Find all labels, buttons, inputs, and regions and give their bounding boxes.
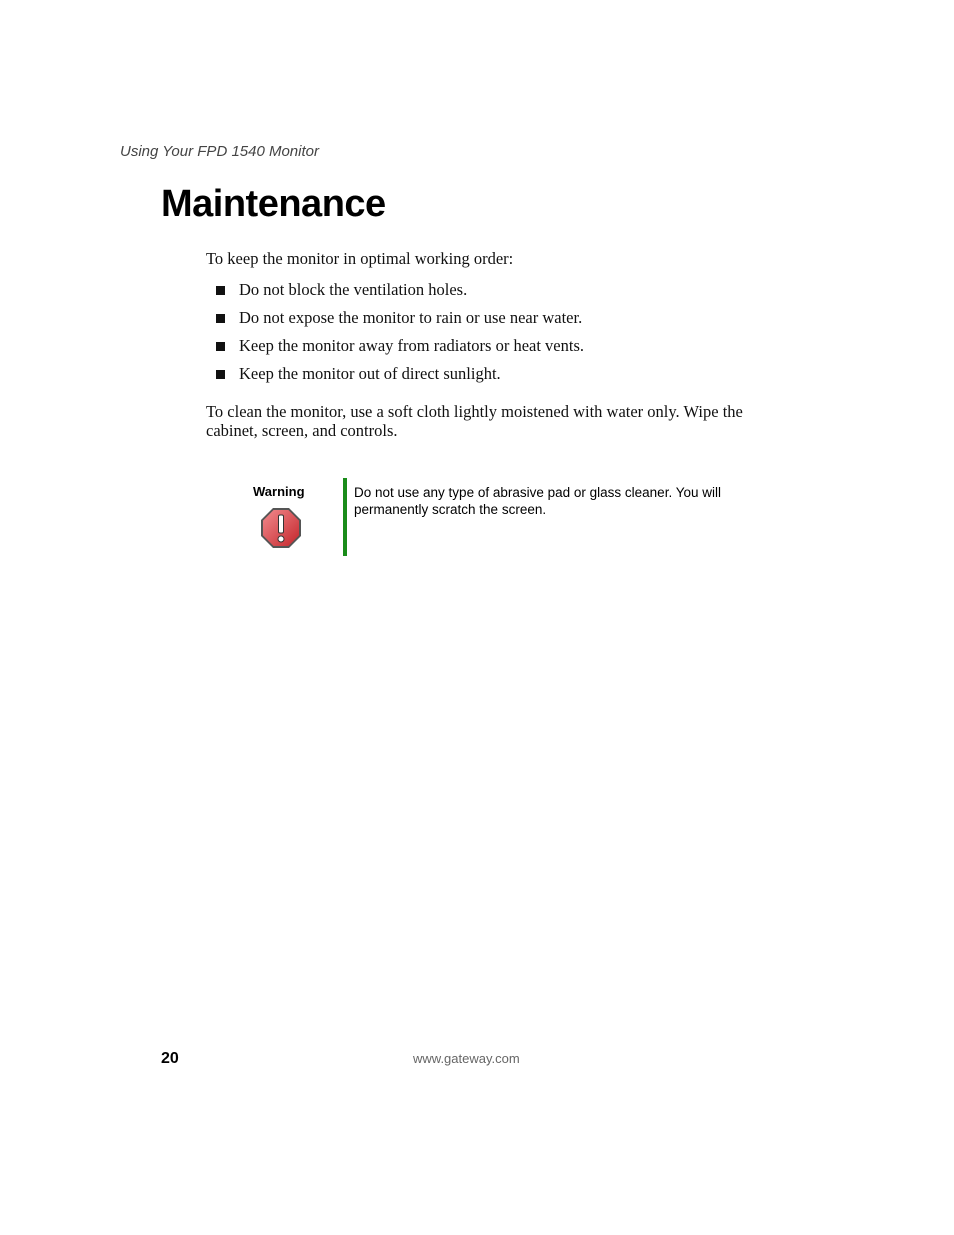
maintenance-list (216, 280, 584, 392)
bullet-square-icon (216, 314, 225, 323)
intro-text: To keep the monitor in optimal working order: (206, 249, 514, 268)
footer-url[interactable]: www.gateway.com (413, 1051, 520, 1066)
list-item (216, 308, 584, 336)
warning-octagon-icon (260, 507, 302, 549)
warning-label: Warning (253, 484, 305, 499)
warning-divider-bar (343, 478, 347, 556)
page-title: Maintenance (161, 183, 386, 225)
list-item (216, 280, 584, 308)
list-item-text: Keep the monitor out of direct sunlight. (239, 364, 501, 383)
bullet-square-icon (216, 342, 225, 351)
page-number: 20 (161, 1050, 179, 1067)
bullet-square-icon (216, 286, 225, 295)
bullet-square-icon (216, 370, 225, 379)
list-item (216, 364, 584, 392)
list-item (216, 336, 584, 364)
list-item-text: Do not expose the monitor to rain or use near water. (239, 308, 583, 327)
list-item-text: Keep the monitor away from radiators or heat vents. (239, 336, 585, 355)
cleaning-text: To clean the monitor, use a soft cloth lightly moistened with water only. Wipe the cabinet, screen, and controls. (206, 402, 743, 440)
list-item-text: Do not block the ventilation holes. (239, 280, 468, 299)
warning-text: Do not use any type of abrasive pad or glass cleaner. You will permanently scratch the screen. (354, 485, 721, 517)
running-header: Using Your FPD 1540 Monitor (120, 143, 319, 160)
